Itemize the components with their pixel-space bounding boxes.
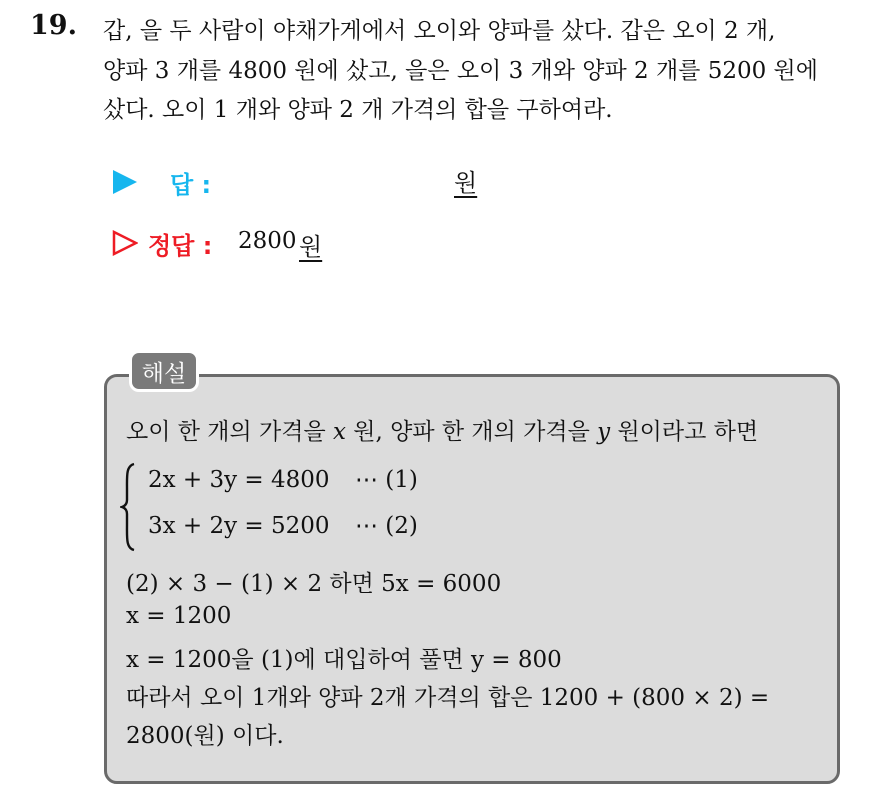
answer-unit: 원 [454,169,478,197]
question-text-line-2: 양파 3 개를 4800 원에 샀고, 을은 오이 3 개와 양파 2 개를 5200 원에 [103,58,818,84]
outline-triangle-icon [112,230,138,256]
system-ref-1: ⋯ (1) [355,467,418,493]
question-text-line-1: 갑, 을 두 사람이 야채가게에서 오이와 양파를 샀다. 갑은 오이 2 개, [103,18,776,44]
solution-intro: 오이 한 개의 가격을 x 원, 양파 한 개의 가격을 y 원이라고 하면 [126,419,759,445]
system-equation-1: 2x + 3y = 4800 [148,467,330,493]
solution-step-5: 2800(원) 이다. [126,723,284,749]
system-equation-2: 3x + 2y = 5200 [148,513,330,539]
solution-step-1: (2) × 3 − (1) × 2 하면 5x = 6000 [126,571,502,597]
solution-step-2: x = 1200 [126,603,232,629]
system-ref-2: ⋯ (2) [355,513,418,539]
system-brace [120,462,136,552]
question-text-line-3: 샀다. 오이 1 개와 양파 2 개 가격의 합을 구하여라. [103,97,613,123]
answer-label: 답 : [170,171,212,199]
correct-answer-label: 정답 : [148,232,213,260]
correct-answer-value: 2800 [238,228,297,254]
question-number: 19. [30,10,77,41]
correct-answer-unit: 원 [299,233,323,261]
solution-step-3: x = 1200을 (1)에 대입하여 풀면 y = 800 [126,647,562,673]
solution-step-4: 따라서 오이 1개와 양파 2개 가격의 합은 1200 + (800 × 2) = [126,685,770,711]
solution-tag: 해설 [129,350,199,392]
play-triangle-icon [112,169,138,195]
